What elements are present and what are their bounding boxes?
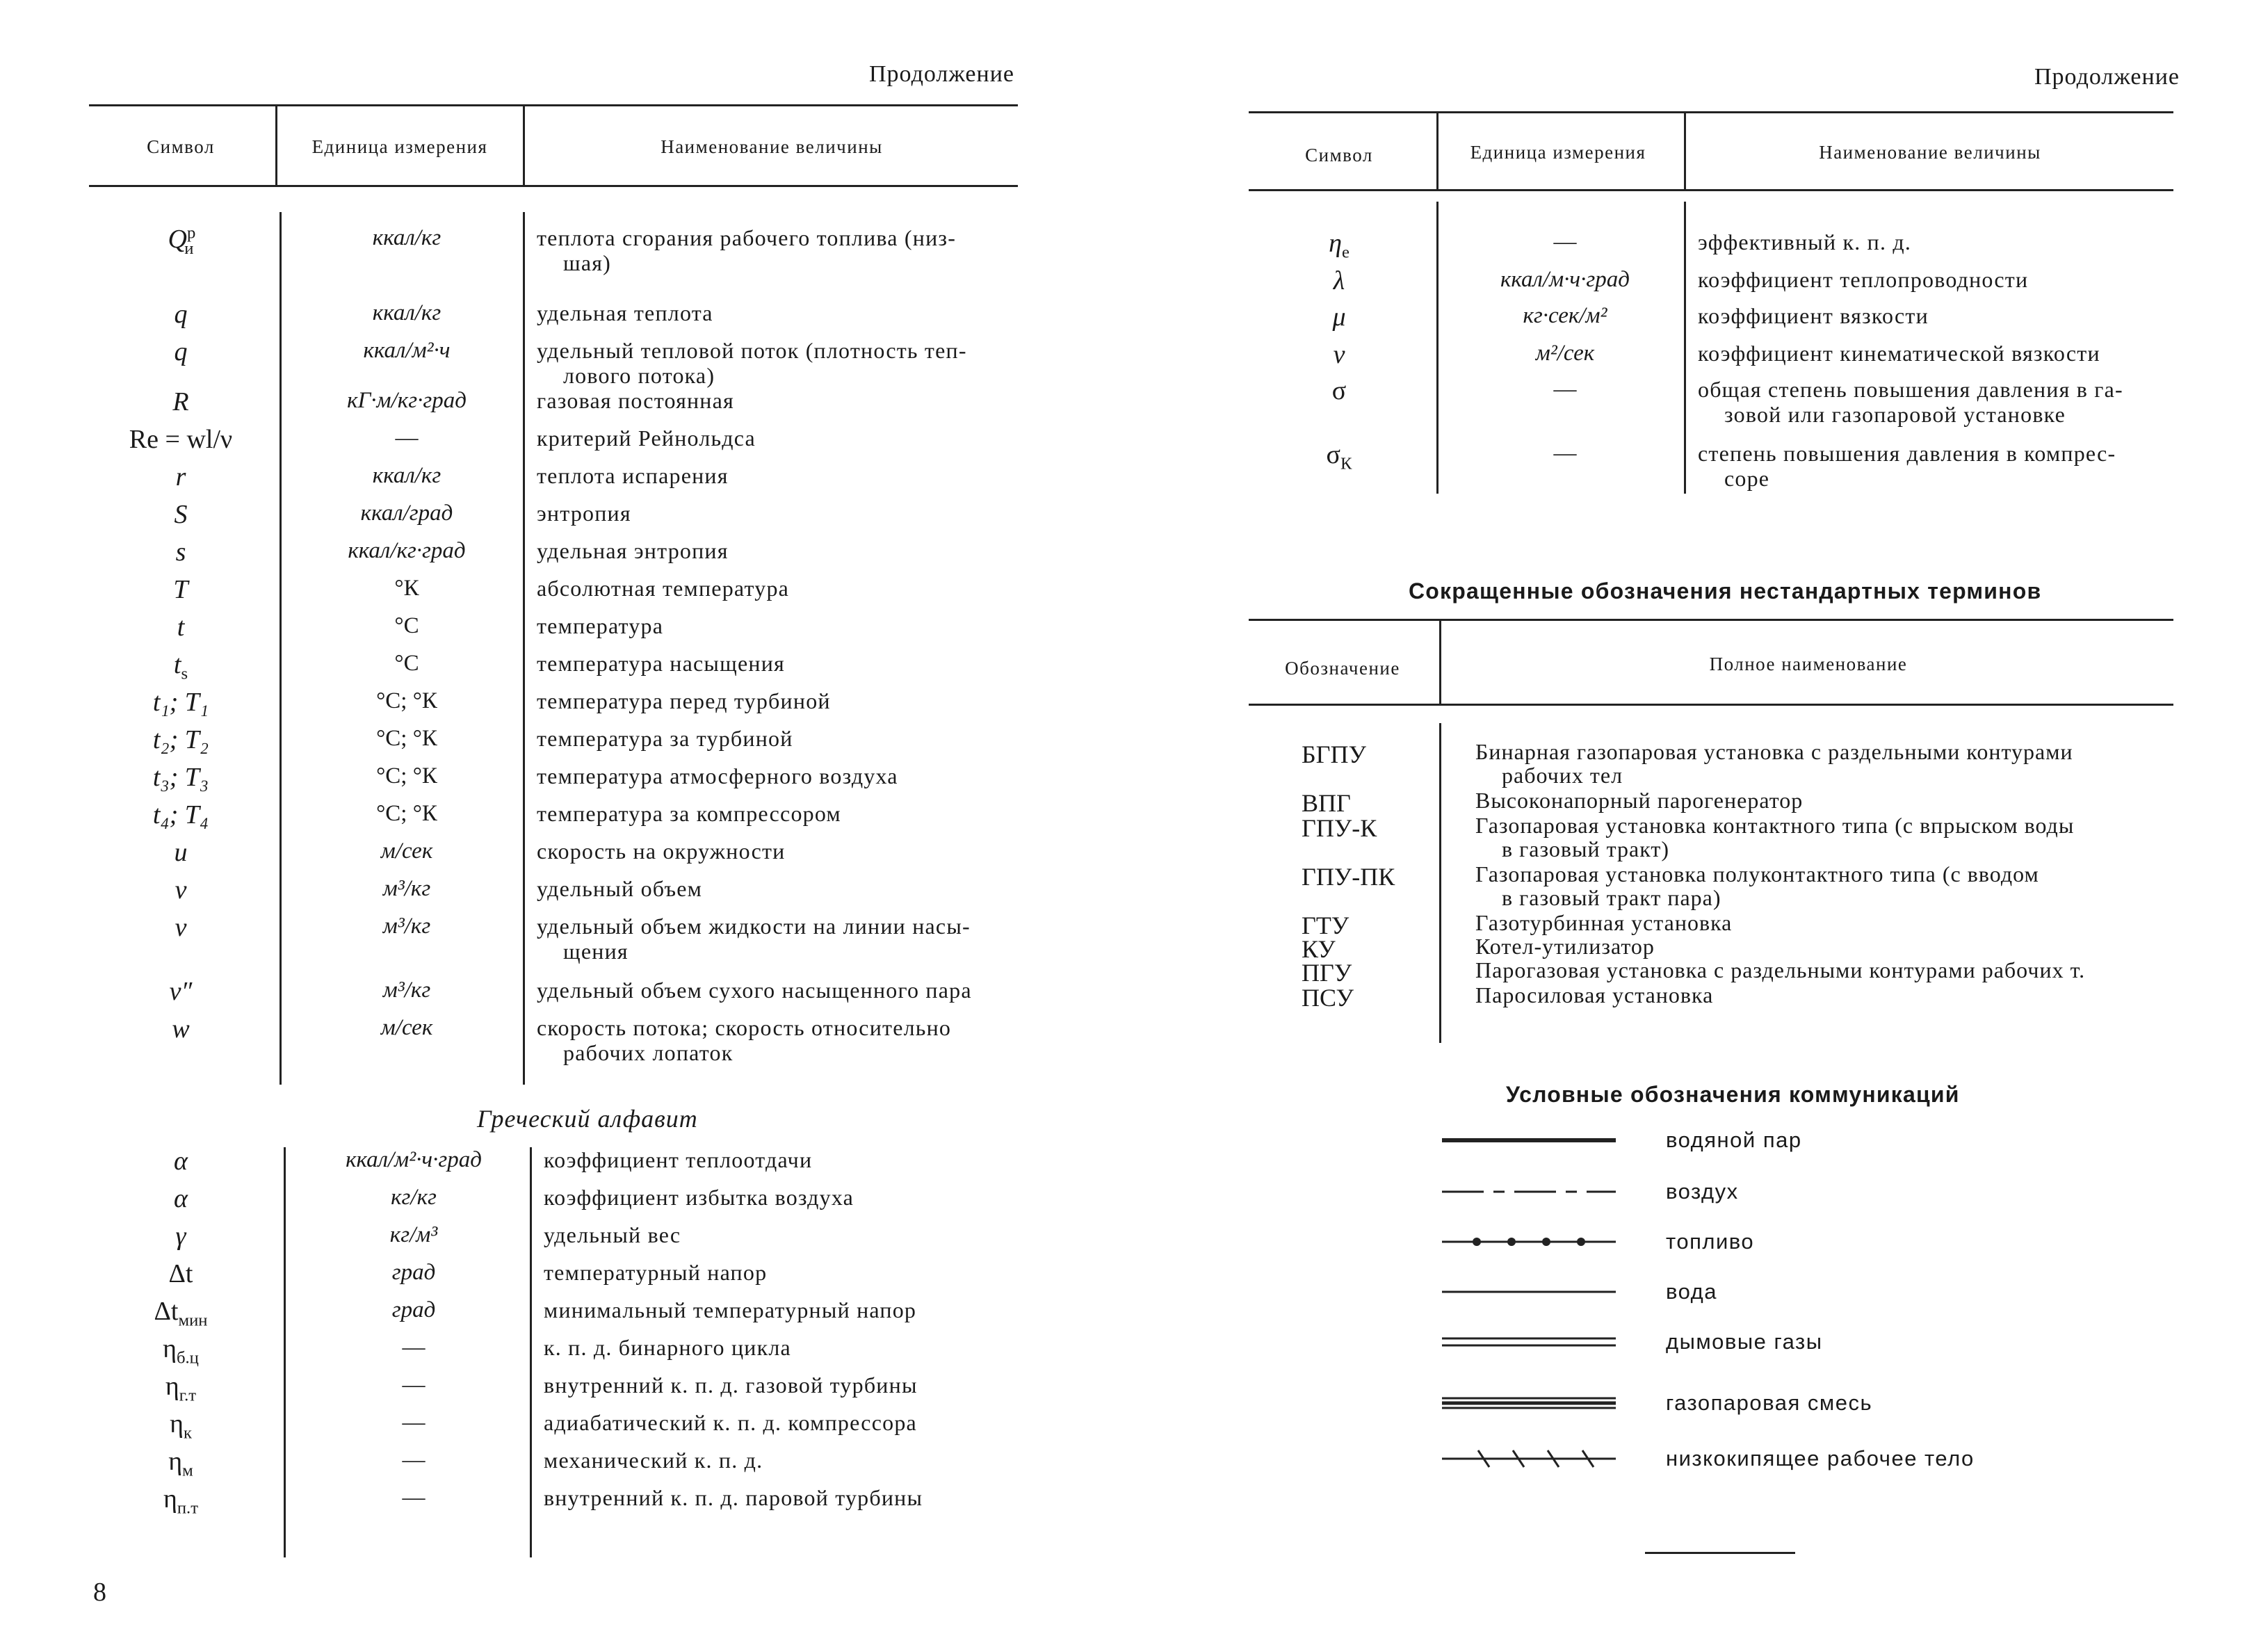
- quantity-name: [537, 426, 1037, 451]
- quantity-name-line: температура за турбиной: [537, 726, 793, 751]
- quantity-name-line: удельная энтропия: [537, 538, 729, 563]
- unit-cell: —: [402, 1335, 426, 1360]
- quantity-name-continuation: лового потока): [563, 363, 715, 388]
- symbol-main: η: [170, 1409, 184, 1439]
- symbol-cell: [1256, 266, 1423, 296]
- abbr-full-name: [1475, 740, 2175, 787]
- symbol-main: t₄; T₄: [152, 800, 209, 829]
- symbol-main: Q: [168, 225, 187, 254]
- symbol-main: v: [175, 913, 187, 942]
- abbr-header-full: Полное наименование: [1709, 654, 1908, 674]
- quantity-name: [537, 225, 1037, 275]
- unit-cell: °С; °К: [376, 688, 437, 713]
- unit-cell: ккал/м·ч·град: [1500, 267, 1630, 292]
- legend-label: воздух: [1666, 1179, 1739, 1204]
- abbr-header-rule: [1249, 704, 2173, 706]
- quantity-name: [544, 1372, 1044, 1398]
- greek-col-divider-1: [284, 1147, 286, 1557]
- quantity-name: [537, 300, 1037, 325]
- unit-cell: м²/сек: [1535, 341, 1595, 366]
- line-style-flue: [1442, 1328, 1623, 1356]
- legend-label: низкокипящее рабочее тело: [1666, 1446, 1975, 1471]
- abbr-full-name: [1475, 934, 2175, 958]
- quantity-name-continuation: щения: [563, 939, 629, 964]
- col-divider-1: [1436, 202, 1439, 494]
- quantity-name: [537, 651, 1037, 676]
- abbr-full-name: [1475, 911, 2175, 934]
- abbr-full-continuation: в газовый тракт пара): [1502, 885, 1721, 910]
- quantity-name-line: удельный объем сухого насыщенного пара: [537, 978, 972, 1003]
- quantity-name-line: адиабатический к. п. д. компрессора: [544, 1410, 917, 1435]
- symbol-cell: [97, 687, 264, 718]
- symbol-cell: [97, 387, 264, 417]
- symbol-cell: [97, 537, 264, 567]
- symbol-cell: [97, 837, 264, 868]
- quantity-name-line: внутренний к. п. д. паровой турбины: [544, 1485, 923, 1510]
- symbol-cell: [97, 574, 264, 605]
- symbol-cell: [97, 1409, 264, 1443]
- abbr-full-line: Парогазовая установка с раздельными контурами рабочих т.: [1475, 957, 2086, 982]
- unit-cell: °С: [394, 613, 419, 638]
- unit-cell: м³/кг: [382, 914, 431, 939]
- symbol-subscript: и: [184, 238, 194, 258]
- quantity-name: [544, 1448, 1044, 1473]
- symbol-superscript: р: [186, 223, 196, 243]
- legend-label: дымовые газы: [1666, 1329, 1823, 1354]
- quantity-name: [1698, 441, 2185, 491]
- symbol-main: λ: [1333, 266, 1345, 295]
- unit-cell: кг/м³: [389, 1222, 438, 1247]
- symbol-main: v″: [169, 977, 193, 1006]
- quantity-name: [537, 1015, 1037, 1065]
- symbol-main: S: [174, 500, 188, 529]
- quantity-name: [537, 576, 1037, 601]
- abbr-full-name: [1475, 813, 2175, 861]
- greek-col-divider-2: [530, 1147, 532, 1557]
- quantity-name-line: скорость на окружности: [537, 839, 786, 864]
- col-divider-1: [279, 212, 282, 1085]
- legend-label: вода: [1666, 1279, 1718, 1304]
- header-unit: Единица измерения: [1470, 142, 1646, 163]
- abbr-full-line: Газотурбинная установка: [1475, 910, 1733, 935]
- abbr-full-line: Бинарная газопаровая установка с раздельными контурами: [1475, 739, 2073, 764]
- quantity-name: [544, 1260, 1044, 1285]
- unit-cell: °К: [394, 576, 419, 601]
- symbol-subscript: м: [182, 1461, 193, 1480]
- symbol-cell: [97, 1296, 264, 1330]
- line-style-mix: [1442, 1389, 1623, 1417]
- quantity-name: [537, 763, 1037, 788]
- unit-cell: —: [1553, 229, 1577, 254]
- abbr-code: ВПГ: [1302, 789, 1351, 817]
- abbr-code: БГПУ: [1302, 740, 1366, 768]
- symbol-main: Δt: [168, 1259, 193, 1288]
- quantity-name-continuation: зовой или газопаровой установке: [1724, 402, 2066, 427]
- quantity-name-line: температура перед турбиной: [537, 688, 831, 713]
- end-rule: [1645, 1552, 1795, 1554]
- quantity-name-line: температура за компрессором: [537, 801, 841, 826]
- quantity-name-line: коэффициент кинематической вязкости: [1698, 341, 2100, 366]
- left-page: [0, 0, 1130, 1652]
- quantity-name-line: удельный объем: [537, 876, 703, 901]
- unit-cell: —: [1553, 441, 1577, 466]
- symbol-main: η: [168, 1447, 183, 1476]
- continuation-label: Продолжение: [869, 61, 1015, 87]
- table-header-rule: [89, 185, 1018, 187]
- header-symbol: Символ: [1305, 145, 1373, 165]
- abbr-full-name: [1475, 862, 2175, 909]
- symbol-main: ν: [1333, 340, 1345, 369]
- quantity-name: [544, 1147, 1044, 1172]
- symbol-subscript: г.т: [179, 1386, 197, 1405]
- unit-cell: м/сек: [380, 839, 433, 864]
- quantity-name-line: эффективный к. п. д.: [1698, 229, 1912, 254]
- table-header-rule: [1249, 189, 2173, 191]
- symbol-main: α: [174, 1147, 188, 1176]
- unit-cell: —: [1553, 377, 1577, 402]
- symbol-cell: [97, 1014, 264, 1044]
- legend-title: Условные обозначения коммуникаций: [1506, 1082, 1960, 1107]
- symbol-main: t: [173, 650, 181, 679]
- quantity-name: [544, 1485, 1044, 1510]
- line-style-steam: [1442, 1126, 1623, 1154]
- quantity-name: [537, 839, 1037, 864]
- quantity-name: [1698, 229, 2185, 254]
- unit-cell: ккал/кг: [372, 225, 441, 250]
- symbol-cell: [97, 1146, 264, 1176]
- symbol-main: η: [165, 1372, 179, 1401]
- abbr-full-line: Паросиловая установка: [1475, 982, 1714, 1007]
- symbol-main: η: [163, 1484, 177, 1514]
- abbreviations-title: Сокращенные обозначения нестандартных терминов: [1409, 578, 2042, 604]
- unit-cell: —: [402, 1372, 426, 1398]
- quantity-name: [537, 688, 1037, 713]
- symbol-main: η: [163, 1334, 177, 1363]
- symbol-cell: [97, 299, 264, 330]
- quantity-name: [537, 538, 1037, 563]
- symbol-main: α: [174, 1184, 188, 1213]
- quantity-name-line: коэффициент избытка воздуха: [544, 1185, 854, 1210]
- abbr-full-continuation: рабочих тел: [1502, 763, 1623, 788]
- quantity-name-continuation: шая): [563, 250, 612, 275]
- symbol-cell: [1256, 375, 1423, 406]
- symbol-cell: [1256, 302, 1423, 332]
- quantity-name-line: критерий Рейнольдса: [537, 426, 756, 451]
- quantity-name-line: абсолютная температура: [537, 576, 790, 601]
- symbol-cell: [97, 223, 264, 258]
- quantity-name-line: температура насыщения: [537, 651, 785, 676]
- unit-cell: ккал/кг: [372, 463, 441, 488]
- symbol-cell: [97, 1258, 264, 1289]
- line-style-water: [1442, 1278, 1623, 1306]
- symbol-cell: [1256, 339, 1423, 370]
- quantity-name: [537, 501, 1037, 526]
- abbr-full-line: Высоконапорный парогенератор: [1475, 788, 1804, 813]
- symbol-cell: [97, 724, 264, 755]
- symbol-cell: [97, 1183, 264, 1214]
- abbr-full-name: [1475, 983, 2175, 1007]
- symbol-cell: [1256, 228, 1423, 262]
- symbol-main: v: [175, 875, 187, 905]
- symbol-subscript: к: [183, 1423, 192, 1443]
- quantity-name-line: температура атмосферного воздуха: [537, 763, 898, 788]
- unit-cell: град: [391, 1297, 436, 1322]
- abbr-col-divider: [1439, 723, 1441, 1043]
- unit-cell: м³/кг: [382, 978, 431, 1003]
- symbol-main: t₂; T₂: [152, 725, 209, 754]
- line-style-air: [1442, 1178, 1623, 1206]
- abbr-top-rule: [1249, 619, 2173, 621]
- quantity-name-line: энтропия: [537, 501, 631, 526]
- fuel-dot: [1507, 1238, 1516, 1246]
- quantity-name: [544, 1410, 1044, 1435]
- col-divider-2: [523, 212, 525, 1085]
- abbr-header-abbr: Обозначение: [1285, 658, 1400, 679]
- symbol-main: t₃; T₃: [152, 763, 209, 792]
- symbol-main: R: [172, 387, 189, 416]
- legend-label: газопаровая смесь: [1666, 1391, 1873, 1415]
- legend-label: водяной пар: [1666, 1128, 1802, 1152]
- quantity-name-line: коэффициент теплоотдачи: [544, 1147, 813, 1172]
- abbr-code: ГТУ: [1302, 912, 1350, 939]
- unit-cell: °С; °К: [376, 726, 437, 751]
- symbol-main: σ: [1331, 376, 1347, 405]
- quantity-name: [544, 1335, 1044, 1360]
- quantity-name: [544, 1185, 1044, 1210]
- unit-cell: ккал/кг·град: [348, 538, 466, 563]
- quantity-name-line: удельный вес: [544, 1222, 681, 1247]
- quantity-name-line: коэффициент теплопроводности: [1698, 267, 2029, 292]
- quantity-name-line: удельный объем жидкости на линии насы-: [537, 914, 971, 939]
- symbol-subscript: s: [181, 664, 188, 683]
- unit-cell: ккал/кг: [372, 300, 441, 325]
- quantity-name: [537, 914, 1037, 964]
- symbol-main: u: [174, 838, 188, 867]
- quantity-name: [537, 388, 1037, 413]
- symbol-main: η: [1329, 229, 1342, 258]
- unit-cell: кг·сек/м²: [1523, 303, 1607, 328]
- abbr-full-line: Котел-утилизатор: [1475, 934, 1655, 959]
- header-col-divider-2: [1684, 113, 1686, 189]
- quantity-name-line: теплота сгорания рабочего топлива (низ-: [537, 225, 957, 250]
- symbol-main: σ: [1326, 440, 1340, 469]
- abbr-full-line: Газопаровая установка полуконтактного типа (с вводом: [1475, 861, 2039, 886]
- unit-cell: ккал/м²·ч: [363, 338, 451, 363]
- symbol-main: s: [175, 537, 186, 567]
- symbol-main: q: [174, 300, 188, 329]
- quantity-name-line: удельная теплота: [537, 300, 713, 325]
- quantity-name-line: удельный тепловой поток (плотность теп-: [537, 338, 967, 363]
- unit-cell: °С; °К: [376, 763, 437, 788]
- symbol-main: r: [175, 462, 186, 492]
- symbol-cell: [97, 1371, 264, 1405]
- symbol-main: t₁; T₁: [152, 688, 209, 717]
- quantity-name-line: общая степень повышения давления в га-: [1698, 377, 2123, 402]
- greek-alphabet-title: Греческий алфавит: [477, 1105, 698, 1133]
- quantity-name-line: скорость потока; скорость относительно: [537, 1015, 952, 1040]
- symbol-cell: [97, 499, 264, 530]
- quantity-name: [544, 1222, 1044, 1247]
- legend-label: топливо: [1666, 1229, 1755, 1254]
- header-name: Наименование величины: [1819, 142, 2041, 163]
- symbol-subscript: б.ц: [176, 1348, 199, 1368]
- quantity-name: [1698, 267, 2185, 292]
- unit-cell: м/сек: [380, 1015, 433, 1040]
- header-col-divider-2: [523, 106, 525, 185]
- quantity-name: [537, 978, 1037, 1003]
- symbol-main: Δt: [154, 1297, 179, 1326]
- quantity-name: [537, 613, 1037, 638]
- symbol-main: q: [174, 337, 188, 366]
- symbol-main: T: [173, 575, 188, 604]
- unit-cell: °С: [394, 651, 419, 676]
- symbol-main: γ: [175, 1222, 186, 1251]
- symbol-cell: [97, 762, 264, 793]
- symbol-main: Re = wl/ν: [129, 425, 233, 454]
- unit-cell: —: [402, 1410, 426, 1435]
- symbol-cell: [97, 424, 264, 455]
- unit-cell: °С; °К: [376, 801, 437, 826]
- quantity-name: [537, 876, 1037, 901]
- symbol-cell: [97, 1334, 264, 1368]
- abbr-full-name: [1475, 958, 2175, 982]
- symbol-main: μ: [1332, 302, 1346, 332]
- symbol-cell: [97, 875, 264, 905]
- abbr-full-name: [1475, 788, 2175, 812]
- unit-cell: м³/кг: [382, 876, 431, 901]
- quantity-name-line: внутренний к. п. д. газовой турбины: [544, 1372, 918, 1398]
- symbol-subscript: мин: [178, 1311, 208, 1330]
- unit-cell: ккал/м²·ч·град: [346, 1147, 482, 1172]
- symbol-cell: [1256, 439, 1423, 473]
- symbol-cell: [97, 649, 264, 683]
- symbol-cell: [97, 612, 264, 642]
- abbr-header-col-divider: [1439, 620, 1441, 704]
- abbr-code: ПСУ: [1302, 984, 1354, 1012]
- symbol-cell: [97, 1446, 264, 1480]
- abbr-code: ГПУ-К: [1302, 814, 1377, 842]
- quantity-name: [1698, 303, 2185, 328]
- quantity-name-line: газовая постоянная: [537, 388, 734, 413]
- col-divider-2: [1684, 202, 1686, 494]
- unit-cell: град: [391, 1260, 436, 1285]
- symbol-main: t: [177, 613, 185, 642]
- symbol-cell: [97, 1221, 264, 1252]
- abbr-code: ГПУ-ПК: [1302, 863, 1395, 891]
- header-col-divider-1: [275, 106, 277, 185]
- line-style-lowboil: [1442, 1445, 1623, 1473]
- quantity-name: [1698, 341, 2185, 366]
- header-symbol: Символ: [147, 136, 215, 157]
- unit-cell: —: [402, 1485, 426, 1510]
- symbol-main: w: [172, 1014, 190, 1044]
- quantity-name-line: температурный напор: [544, 1260, 768, 1285]
- abbr-full-continuation: в газовый тракт): [1502, 836, 1669, 861]
- fuel-dot: [1577, 1238, 1585, 1246]
- header-col-divider-1: [1436, 113, 1439, 189]
- unit-cell: кг/кг: [391, 1185, 437, 1210]
- symbol-cell: [97, 462, 264, 492]
- abbr-code: КУ: [1302, 935, 1336, 963]
- quantity-name: [537, 801, 1037, 826]
- quantity-name: [537, 338, 1037, 388]
- quantity-name: [1698, 377, 2185, 427]
- header-unit: Единица измерения: [311, 136, 488, 157]
- quantity-name-line: минимальный температурный напор: [544, 1297, 917, 1322]
- header-name: Наименование величины: [661, 136, 883, 157]
- unit-cell: —: [395, 426, 419, 451]
- table-top-rule: [89, 104, 1018, 106]
- symbol-cell: [97, 912, 264, 943]
- abbr-code: ПГУ: [1302, 959, 1352, 987]
- quantity-name-continuation: соре: [1724, 466, 1770, 491]
- quantity-name: [544, 1297, 1044, 1322]
- fuel-dot: [1473, 1238, 1481, 1246]
- quantity-name-line: теплота испарения: [537, 463, 729, 488]
- fuel-dot: [1542, 1238, 1550, 1246]
- symbol-subscript: e: [1341, 243, 1350, 262]
- page-number: 8: [93, 1578, 106, 1607]
- continuation-label: Продолжение: [2034, 64, 2180, 90]
- quantity-name: [537, 463, 1037, 488]
- unit-cell: —: [402, 1448, 426, 1473]
- quantity-name: [537, 726, 1037, 751]
- quantity-name-line: температура: [537, 613, 664, 638]
- symbol-cell: [97, 800, 264, 830]
- quantity-name-line: к. п. д. бинарного цикла: [544, 1335, 791, 1360]
- symbol-cell: [97, 337, 264, 367]
- symbol-subscript: п.т: [177, 1498, 199, 1518]
- table-top-rule: [1249, 111, 2173, 113]
- line-style-fuel: [1442, 1228, 1623, 1256]
- unit-cell: кГ·м/кг·град: [347, 388, 467, 413]
- symbol-cell: [97, 1484, 264, 1518]
- quantity-name-continuation: рабочих лопаток: [563, 1040, 734, 1065]
- unit-cell: ккал/град: [360, 501, 453, 526]
- right-page: [1130, 0, 2261, 1652]
- quantity-name-line: коэффициент вязкости: [1698, 303, 1929, 328]
- abbr-full-line: Газопаровая установка контактного типа (с впрыском воды: [1475, 813, 2075, 838]
- symbol-cell: [97, 976, 264, 1007]
- quantity-name-line: степень повышения давления в компрес-: [1698, 441, 2116, 466]
- symbol-subscript: К: [1340, 454, 1352, 473]
- quantity-name-line: механический к. п. д.: [544, 1448, 763, 1473]
